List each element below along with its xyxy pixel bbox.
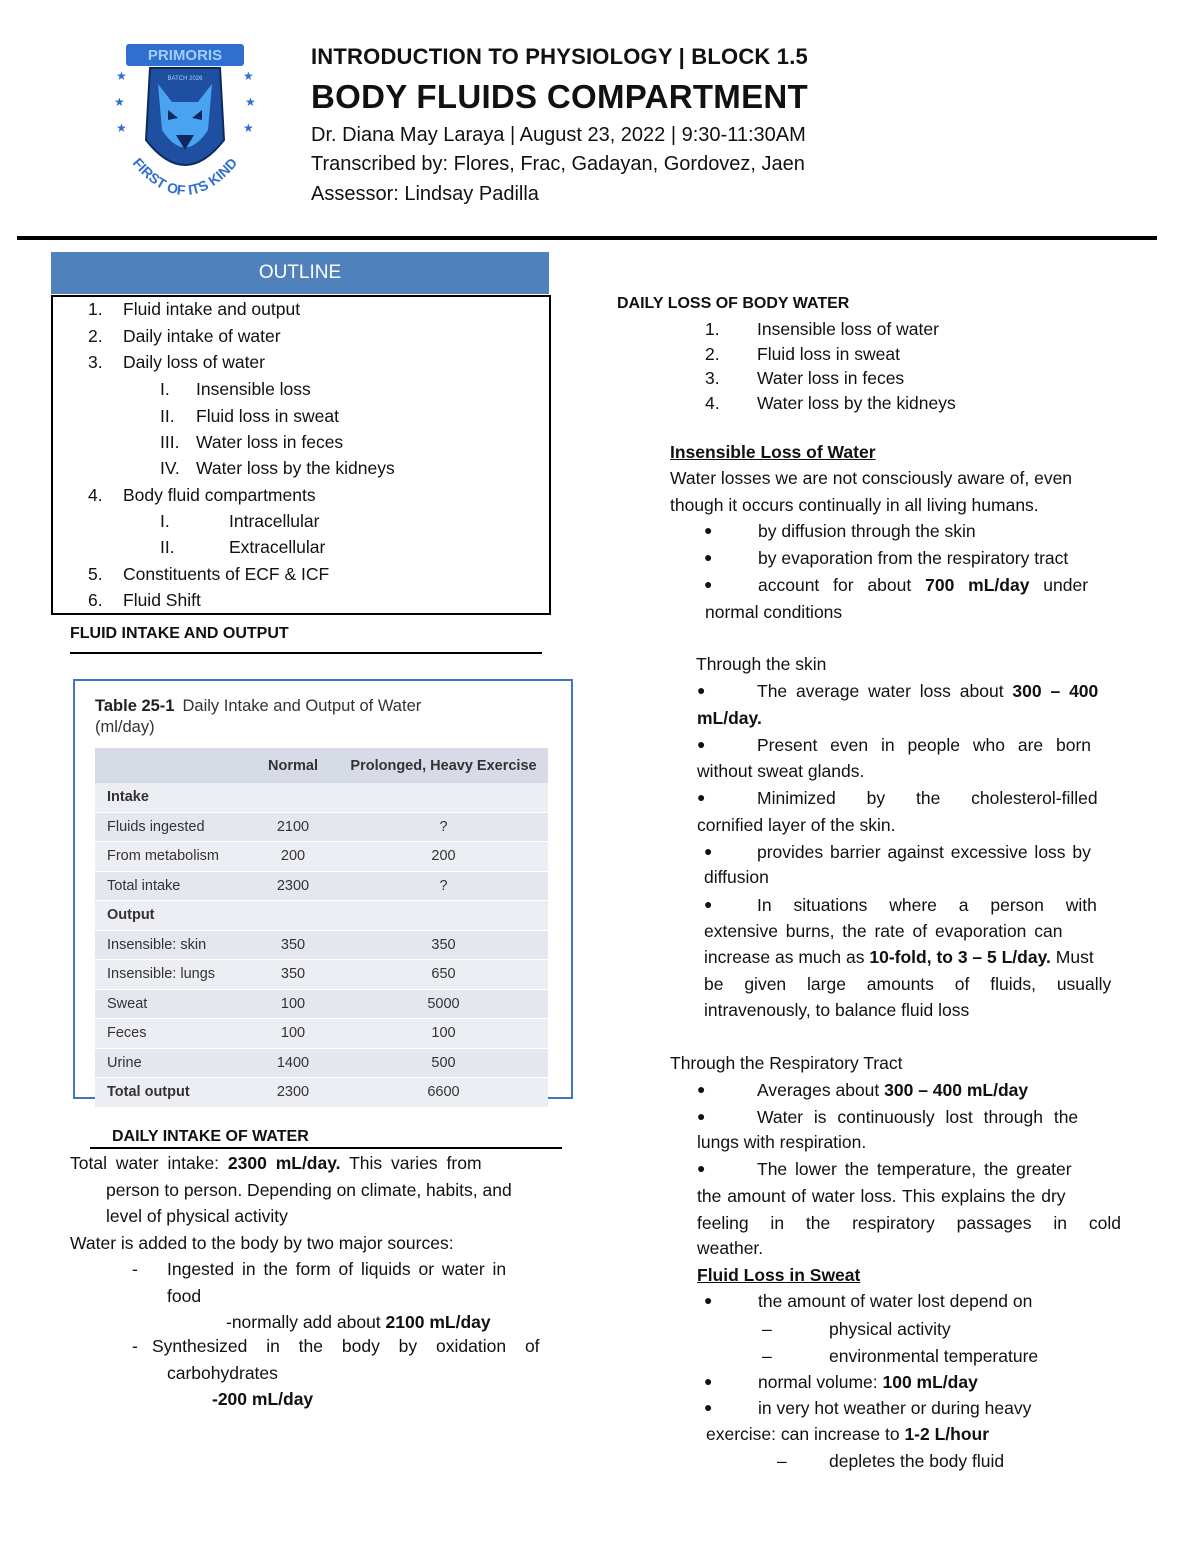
list-label: Water loss by the kidneys xyxy=(757,393,956,414)
outline-label: Fluid intake and output xyxy=(123,299,301,319)
list-label: Fluid loss in sweat xyxy=(757,343,900,364)
table-row xyxy=(95,871,548,901)
table-row xyxy=(95,989,548,1019)
table-row xyxy=(95,812,548,842)
bullet-text: In situations where a person with xyxy=(757,895,1097,915)
section-heading-fluid-intake: FLUID INTAKE AND OUTPUT xyxy=(70,625,289,642)
svg-text:★: ★ xyxy=(243,69,254,83)
group-label-intake: Intake xyxy=(95,783,548,812)
outline-label: Body fluid compartments xyxy=(123,485,316,505)
row-label: Insensible: lungs xyxy=(95,960,247,990)
bullet-text: lungs with respiration. xyxy=(697,1132,867,1152)
source-1-amount xyxy=(226,1309,491,1336)
bullet-text: Minimized by the cholesterol-filled xyxy=(757,788,1098,808)
outline-label: Insensible loss xyxy=(196,379,311,399)
value-burns: 10-fold, to 3 – 5 L/day. xyxy=(869,947,1051,967)
cell-exercise: 350 xyxy=(339,930,548,960)
bullet-icon: ● xyxy=(704,576,713,592)
cell-exercise: 650 xyxy=(339,960,548,990)
dash: – xyxy=(762,1346,772,1366)
outline-num: 4. xyxy=(88,485,103,505)
bullet-icon: ● xyxy=(697,736,706,752)
intake-text: person to person. Depending on climate, habits, and xyxy=(106,1179,512,1200)
cell-exercise: 6600 xyxy=(339,1078,548,1108)
svg-text:★: ★ xyxy=(116,69,127,83)
value-range: 300 – 400 xyxy=(1012,681,1099,701)
bullet-text: Averages about 300 – 400 mL/day xyxy=(757,1080,1029,1100)
outline-num: II. xyxy=(160,406,175,426)
bullet-text: in very hot weather or during heavy xyxy=(758,1398,1032,1418)
bullet-icon: ● xyxy=(697,682,706,698)
table-caption-text: Daily Intake and Output of Water xyxy=(182,697,422,715)
table-row xyxy=(95,930,548,960)
source-1 xyxy=(167,1256,564,1309)
section-rule xyxy=(70,652,542,654)
outline-label: Extracellular xyxy=(229,537,326,557)
intake-text: Water is added to the body by two major sources: xyxy=(70,1232,454,1253)
section-heading-daily-loss: DAILY LOSS OF BODY WATER xyxy=(617,295,850,312)
list-num: 1. xyxy=(705,319,720,339)
bullet-text: cornified layer of the skin. xyxy=(697,815,896,835)
bullet-text: intravenously, to balance fluid loss xyxy=(704,1000,970,1020)
table-row xyxy=(95,1019,548,1049)
cell-normal: 2100 xyxy=(247,812,339,842)
bullet-text: provides barrier against excessive loss by xyxy=(757,842,1091,862)
sub-bullet-text: environmental temperature xyxy=(829,1346,1039,1366)
row-label: Insensible: skin xyxy=(95,930,247,960)
cell-exercise: 500 xyxy=(339,1048,548,1078)
table-row xyxy=(95,1048,548,1078)
cell-exercise: ? xyxy=(339,871,548,901)
svg-text:★: ★ xyxy=(116,121,127,135)
outline-label: Daily intake of water xyxy=(123,326,281,346)
outline-num: I. xyxy=(160,511,170,531)
group-label-output: Output xyxy=(95,901,548,931)
bullet-text: The lower the temperature, the greater xyxy=(757,1159,1072,1179)
cell-normal: 350 xyxy=(247,930,339,960)
bullet-text: Present even in people who are born xyxy=(757,735,1092,755)
section-heading-daily-intake: DAILY INTAKE OF WATER xyxy=(112,1128,309,1145)
source-value: 2100 mL/day xyxy=(385,1312,491,1332)
subheading-sweat: Fluid Loss in Sweat xyxy=(697,1265,861,1285)
assessor-line: Assessor: Lindsay Padilla xyxy=(311,183,539,205)
outline-header: OUTLINE xyxy=(51,252,549,294)
cell-exercise: 5000 xyxy=(339,989,548,1019)
table-caption xyxy=(95,696,421,738)
outline-label: Fluid loss in sweat xyxy=(196,406,339,426)
bullet-icon: ● xyxy=(704,1373,713,1389)
row-label: Fluids ingested xyxy=(95,812,247,842)
bullet-text: Water is continuously lost through the xyxy=(757,1107,1079,1127)
bullet-icon: ● xyxy=(697,789,706,805)
bullet-text: the amount of water lost depend on xyxy=(758,1291,1033,1311)
list-num: 3. xyxy=(705,368,720,389)
lecturer-line: Dr. Diana May Laraya | August 23, 2022 | 9:30-11:30AM xyxy=(311,124,806,146)
outline-num: II. xyxy=(160,537,175,557)
bullet-text: exercise: can increase to 1-2 L/hour xyxy=(706,1424,990,1444)
dash: – xyxy=(762,1319,772,1339)
dash: – xyxy=(777,1451,787,1471)
column-header-exercise: Prolonged, Heavy Exercise xyxy=(339,748,548,783)
table-caption-unit: (ml/day) xyxy=(95,718,155,736)
intake-text: Total water intake: xyxy=(70,1153,228,1173)
outline-num: I. xyxy=(160,379,170,399)
bullet-icon: ● xyxy=(697,1108,706,1124)
outline-label: Intracellular xyxy=(229,511,320,531)
bullet-icon: ● xyxy=(704,522,713,538)
bullet-text: the amount of water loss. This explains the dry xyxy=(697,1186,1066,1206)
value-resp: 300 – 400 mL/day xyxy=(884,1080,1029,1100)
source-text: carbohydrates xyxy=(167,1362,278,1383)
svg-text:★: ★ xyxy=(114,95,125,109)
outline-num: IV. xyxy=(160,458,180,478)
cell-normal: 200 xyxy=(247,842,339,872)
svg-text:★: ★ xyxy=(245,95,256,109)
bullet-text: The average water loss about 300 – 400 xyxy=(757,681,1099,701)
intake-paragraph xyxy=(70,1150,564,1256)
sub-bullet-text: depletes the body fluid xyxy=(829,1451,1005,1471)
insensible-definition xyxy=(670,465,1136,518)
table-row xyxy=(95,1078,548,1108)
bullet-icon: ● xyxy=(704,549,713,565)
cell-exercise: 200 xyxy=(339,842,548,872)
outline-label: Water loss by the kidneys xyxy=(196,458,395,478)
value-700: 700 mL/day xyxy=(925,575,1030,595)
daily-loss-list xyxy=(705,317,956,416)
row-label: Sweat xyxy=(95,989,247,1019)
cell-normal: 2300 xyxy=(247,1078,339,1108)
sub-bullet-text: physical activity xyxy=(829,1319,951,1339)
dash: - xyxy=(132,1336,138,1356)
page-title: BODY FLUIDS COMPARTMENT xyxy=(311,78,809,115)
source-2 xyxy=(152,1333,564,1386)
row-label: Total intake xyxy=(95,871,247,901)
course-title: INTRODUCTION TO PHYSIOLOGY | BLOCK 1.5 xyxy=(311,44,808,69)
bullet-icon: ● xyxy=(704,896,713,912)
column-header-normal: Normal xyxy=(247,748,339,783)
bullet-text: normal conditions xyxy=(705,602,843,622)
source-text: Synthesized in the body by oxidation of xyxy=(152,1336,540,1356)
source-2-amount: -200 mL/day xyxy=(212,1389,314,1409)
bullet-text: feeling in the respiratory passages in cold xyxy=(697,1213,1121,1233)
outline-label: Water loss in feces xyxy=(196,432,344,452)
section-rule xyxy=(90,1147,562,1149)
bullet-text: extensive burns, the rate of evaporation can xyxy=(704,921,1063,941)
intake-value: 2300 mL/day. xyxy=(227,1153,341,1173)
water-table xyxy=(95,748,548,1108)
outline-num: 6. xyxy=(88,590,103,610)
outline-num: 1. xyxy=(88,299,103,319)
outline-num: 5. xyxy=(88,564,103,584)
bullet-text: without sweat glands. xyxy=(697,761,865,781)
value-sweat-heavy: 1-2 L/hour xyxy=(904,1424,990,1444)
cell-exercise: 100 xyxy=(339,1019,548,1049)
bullet-text: by evaporation from the respiratory tract xyxy=(758,548,1069,568)
row-label: From metabolism xyxy=(95,842,247,872)
list-label: Insensible loss of water xyxy=(757,319,939,339)
bullet-text: by diffusion through the skin xyxy=(758,521,976,541)
outline-label: Fluid Shift xyxy=(123,590,201,610)
list-num: 2. xyxy=(705,343,720,364)
svg-text:★: ★ xyxy=(243,121,254,135)
intake-text: level of physical activity xyxy=(106,1206,288,1226)
row-label: Feces xyxy=(95,1019,247,1049)
bullet-text: weather. xyxy=(697,1238,764,1258)
table-group-row xyxy=(95,901,548,931)
subheading-skin: Through the skin xyxy=(696,654,827,674)
table-caption-number: Table 25-1 xyxy=(95,697,175,715)
bullet-text: mL/day. xyxy=(697,708,762,728)
outline-label: Constituents of ECF & ICF xyxy=(123,564,330,584)
outline-label: Daily loss of water xyxy=(123,352,265,372)
outline-num: III. xyxy=(160,432,180,452)
table-row xyxy=(95,842,548,872)
outline-num: 2. xyxy=(88,326,103,346)
cell-exercise: ? xyxy=(339,812,548,842)
bullet-icon: ● xyxy=(704,1399,713,1415)
cell-normal: 100 xyxy=(247,989,339,1019)
list-num: 4. xyxy=(705,393,720,414)
dash: - xyxy=(132,1259,138,1279)
logo xyxy=(108,40,262,218)
logo-motto: FIRST OF ITS KIND xyxy=(129,154,241,199)
cell-normal: 2300 xyxy=(247,871,339,901)
subheading-insensible: Insensible Loss of Water xyxy=(670,442,876,462)
table-header-row xyxy=(95,748,548,783)
intake-text: This varies from xyxy=(340,1153,482,1173)
table-group-row xyxy=(95,783,548,812)
bullet-icon: ● xyxy=(704,1292,713,1308)
cell-normal: 100 xyxy=(247,1019,339,1049)
outline-num: 3. xyxy=(88,352,103,372)
source-text: -normally add about xyxy=(226,1312,386,1332)
cell-normal: 1400 xyxy=(247,1048,339,1078)
source-text: food xyxy=(167,1285,202,1306)
bullet-icon: ● xyxy=(704,843,713,859)
bullet-text: normal volume: 100 mL/day xyxy=(758,1372,978,1392)
def-text: though it occurs continually in all living humans. xyxy=(670,494,1039,515)
bullet-icon: ● xyxy=(697,1160,706,1176)
def-text: Water losses we are not consciously aware of, even xyxy=(670,468,1073,488)
subheading-respiratory: Through the Respiratory Tract xyxy=(670,1053,903,1073)
transcribed-line: Transcribed by: Flores, Frac, Gadayan, Gordovez, Jaen xyxy=(311,153,805,175)
logo-batch: BATCH 2026 xyxy=(167,76,203,82)
cell-normal: 350 xyxy=(247,960,339,990)
row-label: Total output xyxy=(95,1078,247,1108)
table-row xyxy=(95,960,548,990)
logo-title: PRIMORIS xyxy=(147,47,223,64)
list-label: Water loss in feces xyxy=(757,368,905,389)
bullet-text: diffusion xyxy=(704,867,769,887)
bullet-text: be given large amounts of fluids, usually xyxy=(704,974,1112,994)
value-sweat: 100 mL/day xyxy=(882,1372,978,1392)
bullet-text: account for about 700 mL/day under xyxy=(758,575,1089,595)
header-divider xyxy=(17,236,1157,240)
bullet-text: increase as much as 10-fold, to 3 – 5 L/day. Must xyxy=(704,947,1094,967)
row-label: Urine xyxy=(95,1048,247,1078)
bullet-icon: ● xyxy=(697,1081,706,1097)
source-text: Ingested in the form of liquids or water in xyxy=(167,1259,507,1279)
